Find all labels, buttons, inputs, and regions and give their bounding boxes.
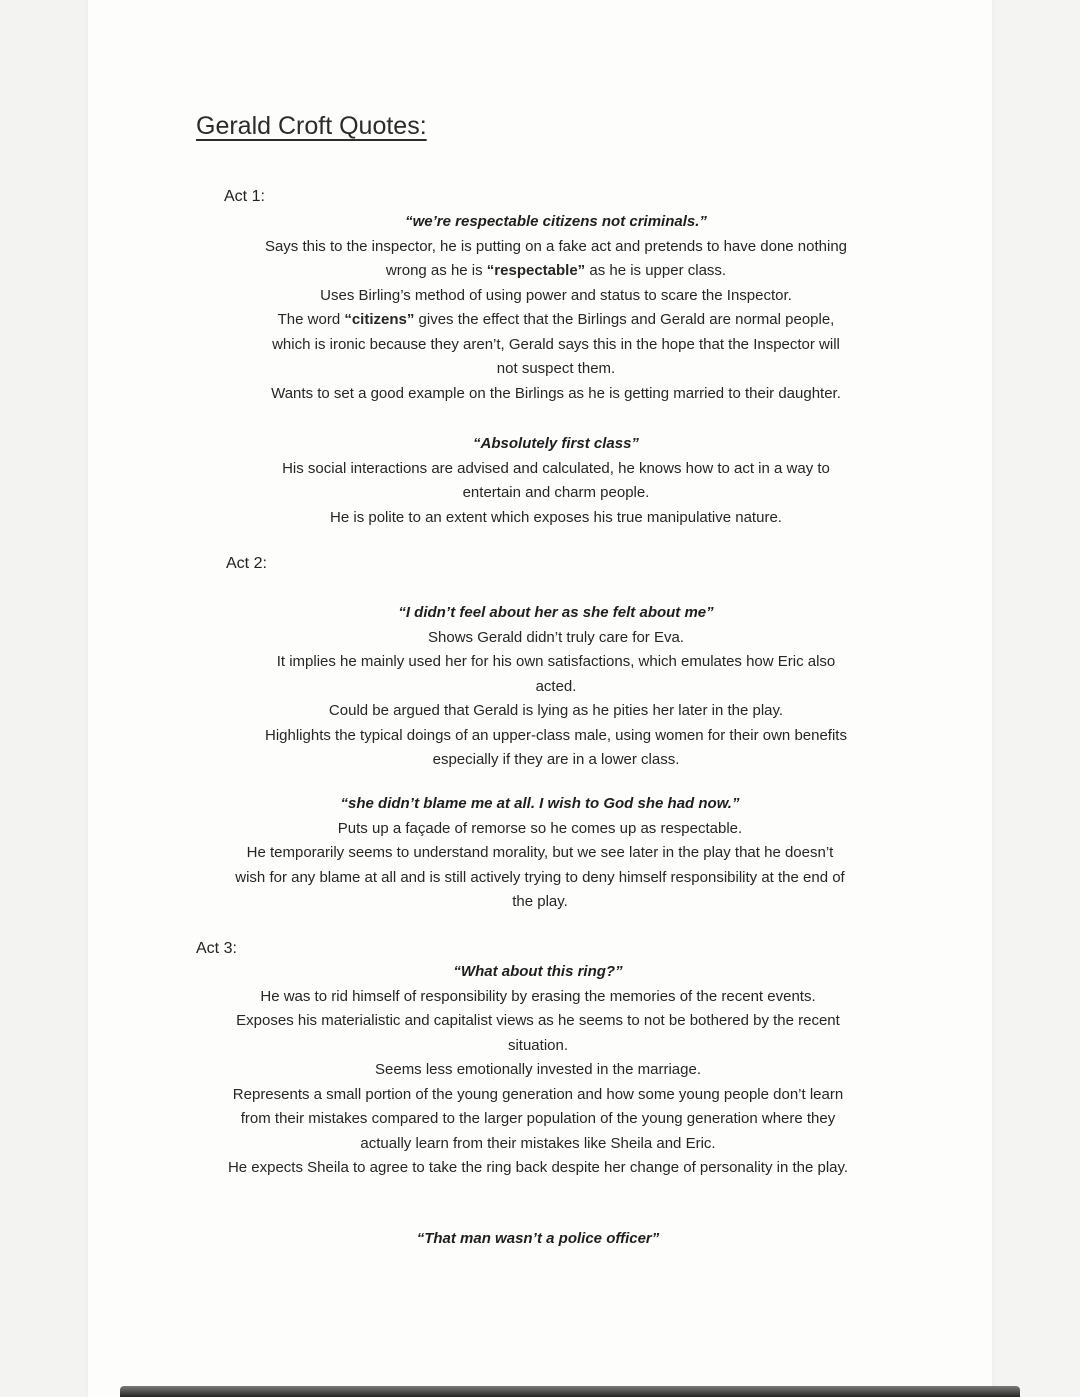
analysis-line: which is ironic because they aren’t, Gerald says this in the hope that the Inspector will (272, 335, 840, 353)
highlighted-word: “citizens” (344, 311, 415, 328)
analysis-line (200, 308, 912, 333)
act-3-heading: Act 3: (196, 940, 237, 957)
quote-text: “we’re respectable citizens not criminals.” (405, 213, 707, 230)
scan-margin-left (0, 0, 88, 1397)
analysis-line: Says this to the inspector, he is putting on a fake act and pretends to have done nothing (264, 237, 848, 255)
analysis-line: He was to rid himself of responsibility by erasing the memories of the recent events. (260, 987, 816, 1005)
act-1-quote-2-block (200, 432, 912, 530)
act-2-quote-2-block (192, 792, 888, 915)
analysis-line: He temporarily seems to understand morality, but we see later in the play that he doesn’t (246, 844, 834, 861)
act-3-quote-2-block (200, 1227, 876, 1252)
act-3-quote-1-block (186, 960, 890, 1181)
scan-bottom-edge (120, 1386, 1020, 1397)
analysis-text: gives the effect that the Birlings and Gerald are normal people, (414, 311, 835, 328)
quote-text: “Absolutely first class” (473, 435, 639, 452)
analysis-line: He is polite to an extent which exposes his true manipulative nature. (330, 508, 782, 526)
quote-text: “That man wasn’t a police officer” (416, 1230, 660, 1247)
quote-text: “I didn’t feel about her as she felt about me” (398, 604, 714, 621)
analysis-line: Uses Birling’s method of using power and status to scare the Inspector. (320, 286, 792, 304)
analysis-line (200, 259, 912, 284)
analysis-line: He expects Sheila to agree to take the ring back despite her change of personality in the play. (227, 1159, 849, 1176)
highlighted-word: “respectable” (486, 262, 586, 279)
analysis-line: not suspect them. (496, 360, 616, 377)
quote-text: “she didn’t blame me at all. I wish to God she had now.” (340, 795, 740, 812)
analysis-line: Represents a small portion of the young generation and how some young people don’t learn (232, 1085, 844, 1103)
analysis-line: His social interactions are advised and calculated, he knows how to act in a way to (282, 459, 830, 477)
analysis-line: wish for any blame at all and is still actively trying to deny himself responsibility at the end of (235, 868, 845, 886)
analysis-text: wrong as he is (385, 262, 487, 279)
quote-text: “What about this ring?” (453, 963, 623, 980)
analysis-line: Wants to set a good example on the Birlings as he is getting married to their daughter. (271, 384, 841, 402)
analysis-text: as he is upper class. (585, 262, 727, 279)
scan-margin-right (992, 0, 1080, 1397)
analysis-line: It implies he mainly used her for his own satisfactions, which emulates how Eric also (276, 653, 836, 670)
analysis-text: The word (277, 311, 345, 328)
analysis-line: Shows Gerald didn’t truly care for Eva. (428, 628, 684, 646)
act-2-quote-1-block (200, 601, 912, 773)
analysis-line: Seems less emotionally invested in the marriage. (375, 1061, 701, 1078)
act-1-heading: Act 1: (224, 188, 265, 205)
analysis-line: Highlights the typical doings of an upper-class male, using women for their own benefits (265, 726, 847, 744)
analysis-line: situation. (507, 1036, 569, 1054)
analysis-line: Puts up a façade of remorse so he comes up as respectable. (337, 819, 743, 837)
analysis-line: actually learn from their mistakes like Sheila and Eric. (360, 1134, 716, 1152)
analysis-line: from their mistakes compared to the larger population of the young generation where they (240, 1110, 836, 1127)
analysis-line: especially if they are in a lower class. (432, 751, 680, 768)
analysis-line: the play. (512, 893, 568, 910)
analysis-line: entertain and charm people. (462, 484, 650, 501)
analysis-line: Exposes his materialistic and capitalist views as he seems to not be bothered by the recent (236, 1012, 840, 1029)
act-1-quote-1-block (200, 210, 912, 406)
page-title: Gerald Croft Quotes: (196, 112, 427, 140)
act-2-heading: Act 2: (226, 555, 267, 572)
analysis-line: Could be argued that Gerald is lying as he pities her later in the play. (328, 702, 784, 719)
analysis-line: acted. (535, 677, 577, 695)
